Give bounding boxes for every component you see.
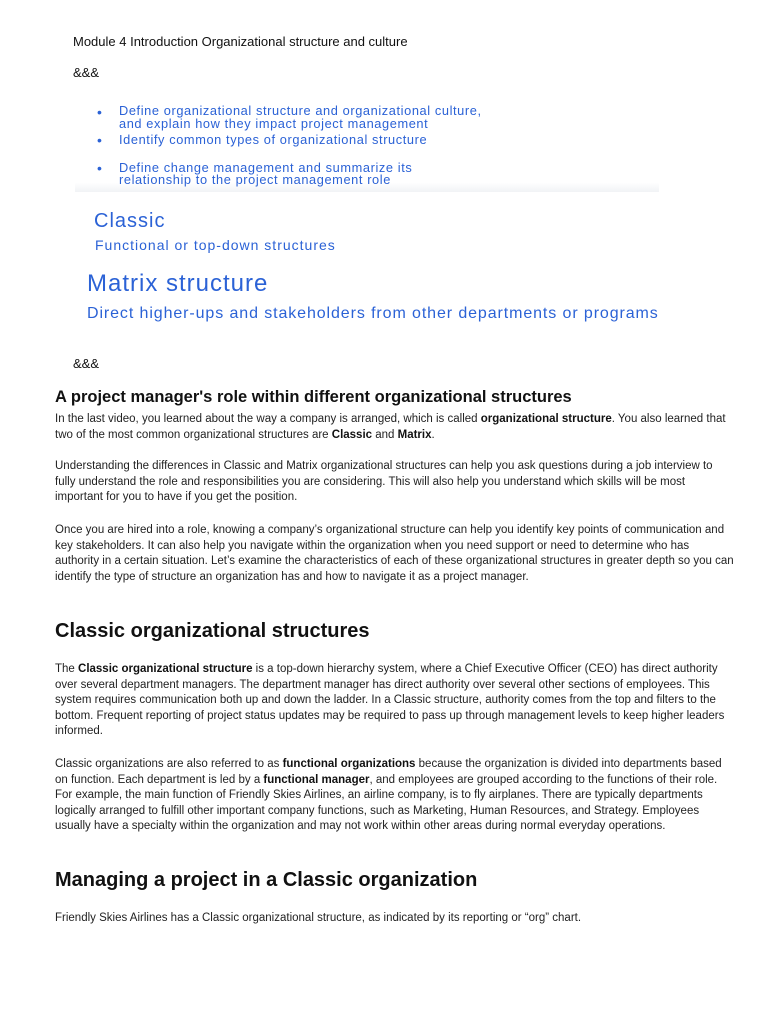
- bullet-icon: •: [97, 104, 102, 120]
- paragraph-hired: Once you are hired into a role, knowing a company’s organizational structure can help you identify key points of communication and key stakeholders. It can also help you navigate within the organization when you need support or need to determine who has authority in a certain situation. Let’s examine the characteristics of each of these organizational structures in greater depth so you can identify the type of structure an organization has and how to navigate it as a project manager.: [55, 524, 734, 583]
- text-run: Classic organizations are also referred to as: [55, 758, 283, 770]
- structure-types-image: [75, 204, 659, 352]
- paragraph-classic-structure: [55, 662, 735, 740]
- matrix-title: Matrix structure: [87, 270, 269, 297]
- heading-managing: Managing a project in a Classic organization: [55, 869, 478, 891]
- bold-term: Classic organizational structure: [78, 663, 253, 675]
- matrix-subtitle: Direct higher-ups and stakeholders from other departments or programs: [87, 305, 659, 322]
- objective-2: Identify common types of organizational structure: [119, 132, 428, 147]
- classic-subtitle: Functional or top-down structures: [95, 237, 336, 253]
- objective-1-line-2: and explain how they impact project management: [119, 116, 429, 131]
- module-title: Module 4 Introduction Organizational structure and culture: [73, 34, 408, 49]
- learning-objectives-image: [75, 96, 659, 192]
- classic-title: Classic: [94, 210, 166, 232]
- bullet-icon: •: [97, 132, 102, 148]
- bold-term: organizational structure: [480, 413, 612, 425]
- paragraph-intro: [55, 412, 735, 443]
- text-run: .: [431, 428, 435, 441]
- text-run: The: [55, 663, 79, 675]
- bold-term: Classic: [331, 428, 373, 441]
- text-run: , and employees are grouped according to the functions of their role. For example, the main function of Friendly Skies Airlines, an airline company, is to fly airplanes. There are typically departments logically arranged to fulfill other important company functions, such as Marketing, Human Resources, and Strategy. Employees usually have a specialty within the organization and may not work within other areas during normal everyday operations.: [55, 773, 718, 833]
- heading-role: A project manager's role within different organizational structures: [55, 388, 572, 406]
- text-run: because the organization is divided into departments based on function. Each department is led by a: [55, 758, 722, 786]
- text-run: is a top-down hierarchy system, where a Chief Executive Officer (CEO) has direct authority over several department managers. The department manager has direct authority over several other sections of employees. This system requires communication both up and down the ladder. In a Classic structure, authority comes from the top and filters to the bottom. Frequent reporting of project status updates may be required to pass up through management levels to keep higher leaders informed.: [55, 663, 725, 738]
- objective-3-line-1: Define change management and summarize its: [119, 160, 413, 175]
- text-run: and: [372, 428, 398, 441]
- objective-3-line-2: relationship to the project management role: [119, 172, 391, 187]
- paragraph-org-chart: Friendly Skies Airlines has a Classic organizational structure, as indicated by its reporting or “org” chart.: [55, 912, 582, 924]
- section-marker: &&&: [73, 65, 100, 80]
- paragraph-functional: [55, 757, 735, 835]
- bold-term: functional manager: [263, 773, 370, 786]
- heading-classic: Classic organizational structures: [55, 620, 370, 642]
- paragraph-differences: Understanding the differences in Classic and Matrix organizational structures can help you ask questions during a job interview to fully understand the role and responsibilities you are considering. This will also help you understand which skills will be most important for you to have if you get the position.: [55, 460, 713, 504]
- text-run: In the last video, you learned about the way a company is arranged, which is called: [55, 413, 481, 425]
- bullet-icon: •: [97, 160, 102, 176]
- bold-term: functional organizations: [282, 758, 416, 770]
- section-marker: &&&: [73, 356, 100, 371]
- objective-1-line-1: Define organizational structure and organizational culture,: [119, 103, 482, 118]
- text-run: . You also learned that two of the most common organizational structures are: [55, 413, 726, 441]
- bold-term: Matrix: [397, 428, 432, 441]
